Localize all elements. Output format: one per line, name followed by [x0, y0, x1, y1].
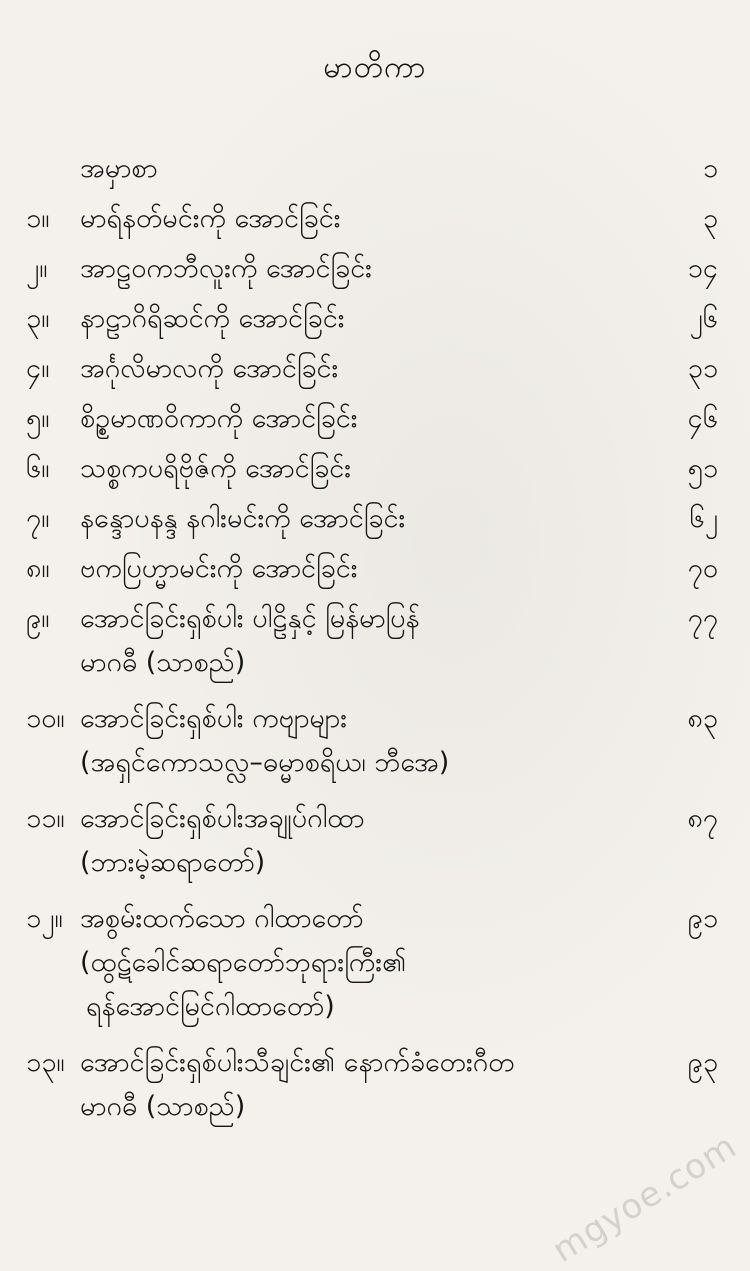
toc-entry-text: နန္ဒောပနန္ဒ နဂါးမင်းကို အောင်ခြင်း — [80, 503, 406, 534]
toc-entry-text: အောင်ခြင်းရှစ်ပါး ကဗျာများ — [80, 703, 348, 734]
toc-entry-number: ၂။ — [26, 253, 48, 284]
toc-entry-page: ၂၆ — [689, 303, 718, 334]
toc-entry-page: ၇၀ — [687, 553, 718, 584]
toc-entry-page: ၉၁ — [687, 903, 718, 934]
toc-entry-subtext: (ထွဋ်ခေါင်ဆရာတော်ဘုရားကြီး၏ — [80, 947, 407, 978]
toc-entry-number: ၁၁။ — [26, 803, 65, 834]
toc-entry-number: ၁၂။ — [26, 903, 63, 934]
toc-entry-text: အမှာစာ — [80, 153, 158, 184]
toc-entry-page: ၄၆ — [687, 403, 718, 434]
toc-entry-subtext: (အရှင်ကောသလ္လ–ဓမ္မာစရိယ၊ ဘီအေ) — [80, 747, 450, 778]
toc-entry-text: အောင်ခြင်းရှစ်ပါး ပါဠိနှင့် မြန်မာပြန် — [80, 603, 420, 634]
toc-entry-page: ၃ — [702, 203, 718, 234]
toc-entry-number: ၅။ — [26, 403, 50, 434]
toc-entry-text: အောင်ခြင်းရှစ်ပါးအချုပ်ဂါထာ — [80, 803, 365, 834]
toc-entry-number: ၁၀။ — [26, 703, 65, 734]
toc-entry-subtext: မာဂဓီ (သာစည်) — [80, 1091, 246, 1122]
toc-entry-page: ၉၃ — [687, 1047, 718, 1078]
toc-entry-text: ဗကပြဟ္မာမင်းကို အောင်ခြင်း — [80, 553, 358, 584]
toc-entry-number: ၈။ — [26, 553, 50, 584]
toc-entry-subtext: (ဘားမဲ့ဆရာတော်) — [80, 847, 266, 878]
toc-entry-number: ၁။ — [26, 203, 50, 234]
toc-entry-page: ၅၁ — [687, 453, 718, 484]
toc-entry-page: ၈၇ — [687, 803, 718, 834]
toc-entry-number: ၇။ — [26, 503, 50, 534]
toc-entry-number: ၄။ — [26, 353, 50, 384]
toc-entry-text: စိဉ္စမာဏဝိကာကို အောင်ခြင်း — [80, 403, 358, 434]
toc-entry-page: ၈၃ — [687, 703, 718, 734]
toc-entry-number: ၃။ — [26, 303, 50, 334]
toc-entry-number: ၁၃။ — [26, 1047, 65, 1078]
page-title: မာတိကာ — [323, 50, 427, 85]
toc-entry-text: နာဠာဂိရိဆင်ကို အောင်ခြင်း — [80, 303, 345, 334]
toc-entry-page: ၁ — [702, 153, 718, 184]
toc-entry-page: ၃၁ — [687, 353, 718, 384]
toc-entry-text: မာရ်နတ်မင်းကို အောင်ခြင်း — [80, 203, 341, 234]
toc-entry-page: ၆၂ — [689, 503, 718, 534]
toc-entry-text: သစ္စကပရိဗိုဇ်ကို အောင်ခြင်း — [80, 453, 352, 484]
toc-entry-text: အာဠဝကဘီလူးကို အောင်ခြင်း — [80, 253, 373, 284]
toc-entry-text: အောင်ခြင်းရှစ်ပါးသီချင်း၏ နောက်ခံတေးဂီတ — [80, 1047, 515, 1078]
toc-entry-text: အစွမ်းထက်သော ဂါထာတော် — [80, 903, 364, 934]
watermark: mgyoe.com — [545, 1126, 744, 1271]
toc-entry-text: အင်္ဂုလိမာလကို အောင်ခြင်း — [80, 353, 339, 384]
toc-entry-subtext: ရန်အောင်မြင်ဂါထာတော်) — [86, 991, 335, 1022]
toc-entry-subtext: မာဂဓီ (သာစည်) — [80, 647, 246, 678]
toc-entry-number: ၉။ — [26, 603, 50, 634]
toc-entry-page: ၁၄ — [687, 253, 718, 284]
toc-entry-number: ၆။ — [26, 453, 50, 484]
toc-entry-page: ၇၇ — [687, 603, 718, 634]
